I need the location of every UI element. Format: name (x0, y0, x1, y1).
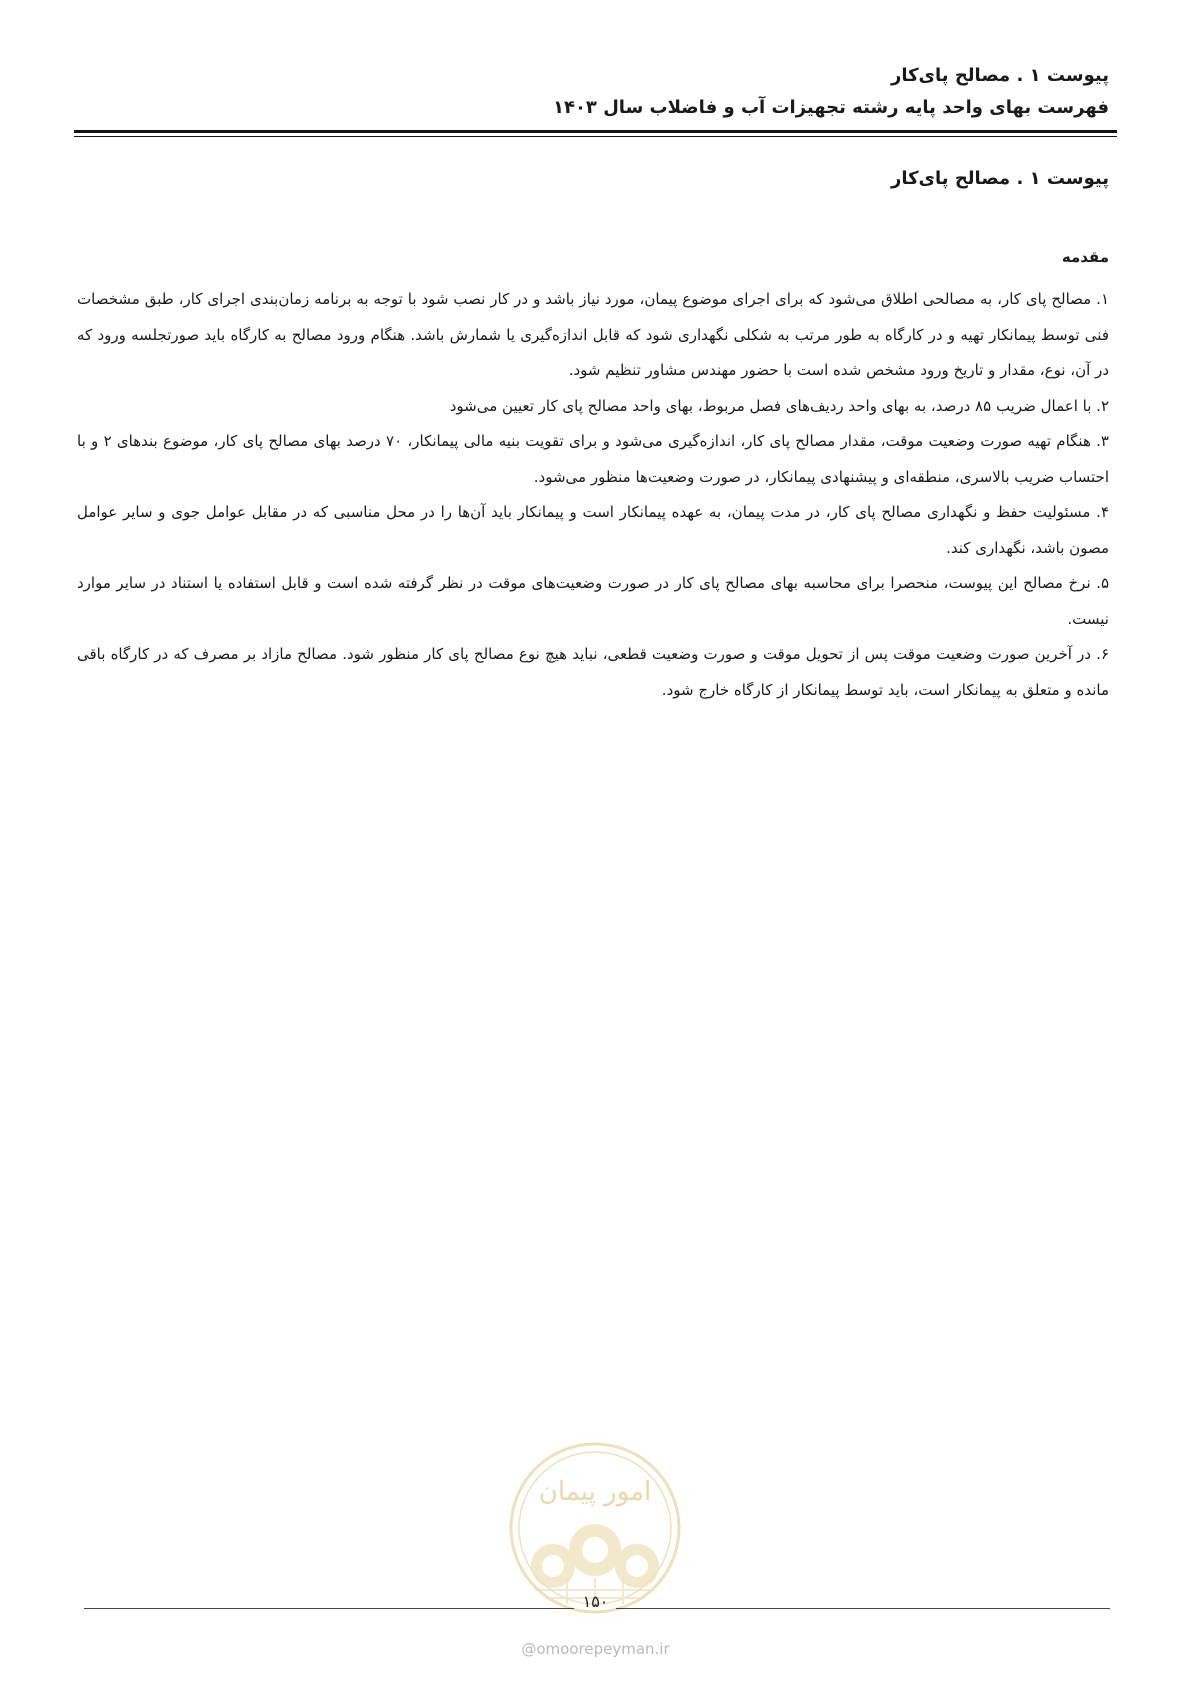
paragraph-6: ۶. در آخرین صورت وضعیت موقت پس از تحویل موقت و صورت وضعیت قطعی، نباید هیچ نوع مصالح پای کار منظور شود. مصالح مازاد بر مصرف که در کارگاه باقی مانده و متعلق به پیمانکار است، باید توسط پیمانکار از کارگاه خارج شود. (77, 645, 1109, 699)
paragraph-4: ۴. مسئولیت حفظ و نگهداری مصالح پای کار، در مدت پیمان، به عهده پیمانکار است و پیمانکار باید آن‌ها را در محل مناسبی که در مقابل عوامل جوی و سایر عوامل مصون باشد، نگهداری کند. (77, 503, 1109, 557)
paragraph-5: ۵. نرخ مصالح این پیوست، منحصرا برای محاسبه بهای مصالح پای کار در صورت وضعیت‌های موقت در نظر گرفته شده است و قابل استفاده یا استناد در سایر موارد نیست. (77, 574, 1109, 628)
header-divider-thick (74, 130, 1117, 133)
page-header (79, 60, 1109, 124)
seal-logo-icon (505, 1438, 685, 1618)
paragraph-2: ۲. با اعمال ضریب ۸۵ درصد، به بهای واحد ردیف‌های فصل مربوط، بهای واحد مصالح پای کار تعیین می‌شود (449, 396, 1109, 415)
paragraph-1: ۱. مصالح پای کار، به مصالحی اطلاق می‌شود که برای اجرای موضوع پیمان، مورد نیاز باشد و در کار نصب شود با توجه به برنامه زمان‌بندی اجرای کار، طبق مشخصات فنی توسط پیمانکار تهیه و در کارگاه به طور مرتب به شکلی نگهداری شود که قابل اندازه‌گیری یا شمارش باشد. هنگام ورود مصالح به کارگاه باید صورتجلسه ورود که در آن، نوع، مقدار و تاریخ ورود مشخص شده است با حضور مهندس مشاور تنظیم شود. (77, 290, 1109, 379)
seal-text: امور پیمان (538, 1477, 652, 1507)
paragraph-3: ۳. هنگام تهیه صورت وضعیت موقت، مقدار مصالح پای کار، اندازه‌گیری می‌شود و برای تقویت بنیه مالی پیمانکار، ۷۰ درصد بهای مصالح پای کار، موضوع بندهای ۲ و با احتساب ضریب بالاسری، منطقه‌ای و پیشنهادی پیمانکار، در صورت وضعیت‌ها منظور می‌شود. (77, 432, 1109, 486)
header-divider-thin (74, 136, 1117, 137)
watermark-url: @omoorepeyman.ir (521, 1640, 670, 1658)
header-document-title: فهرست بهای واحد پایه رشته تجهیزات آب و فاضلاب سال ۱۴۰۳ (552, 97, 1109, 118)
header-appendix-title: پیوست ۱ . مصالح پای‌کار (890, 65, 1109, 86)
body-text (77, 282, 1109, 708)
page-number: ۱۵۰ (582, 1592, 609, 1611)
intro-heading: مقدمه (1061, 248, 1109, 266)
section-title: پیوست ۱ . مصالح پای‌کار (890, 168, 1109, 189)
